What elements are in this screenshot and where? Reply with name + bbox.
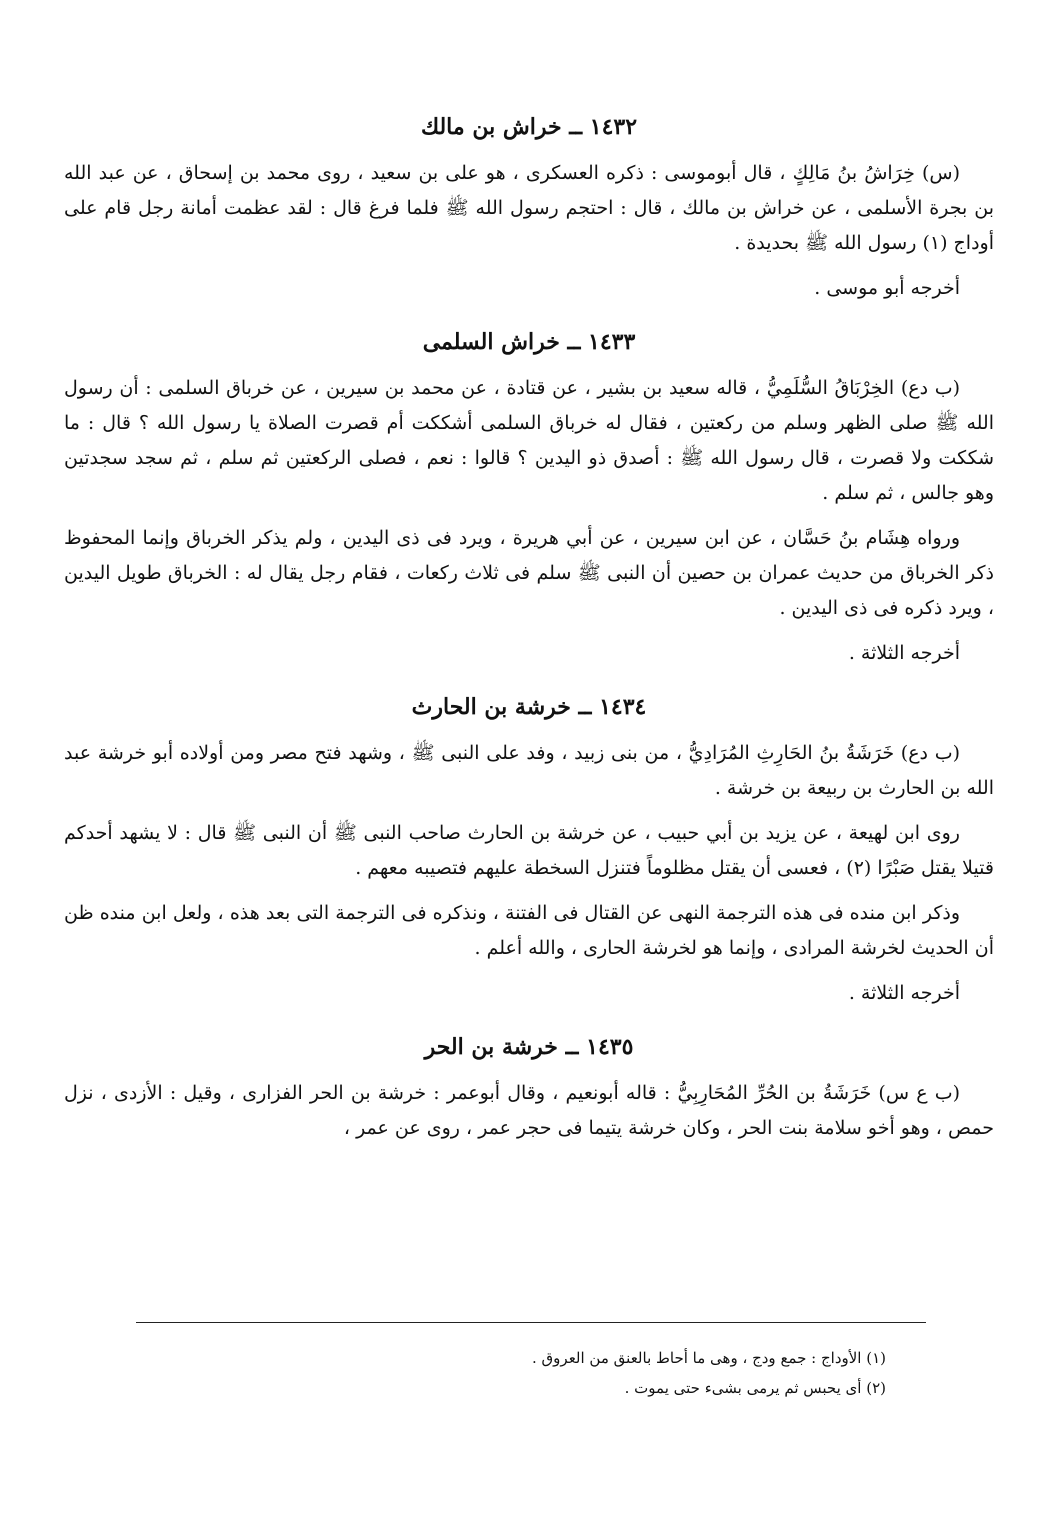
entry-paragraph: ورواه هِشَام بنُ حَسَّان ، عن ابن سيرين ، عن أبي هريرة ، ويرد فى ذى اليدين ، ولم يذكر الخرباق وإنما المحفوظ ذكر الخرباق من حديث عمران بن حصين أن النبى ﷺ سلم فى ثلاث ركعات ، فقام رجل يقال له : الخرباق طويل اليدين ، ويرد ذكره فى ذى اليدين . — [64, 527, 994, 619]
entry-title: ١٤٣٢ ــ خراش بن مالك — [420, 114, 638, 140]
entry-source: أخرجه الثلاثة . — [848, 642, 960, 664]
footnotes — [136, 1322, 926, 1403]
entry-paragraph: (س) خِرَاشُ بنُ مَالِكٍ ، قال أبوموسى : ذكره العسكرى ، هو على بن سعيد ، روى محمد بن إسحاق ، عن عبد الله بن بجرة الأسلمى ، عن خراش بن مالك ، قال : احتجم رسول الله ﷺ فلما فرغ قال : لقد عظمت أمانة رجل قام على أوداج (١) رسول الله ﷺ بحديدة . — [64, 162, 994, 254]
entry-paragraph: (ب دع) الخِرْبَاقُ السُّلَمِيُّ ، قاله سعيد بن بشير ، عن قتادة ، عن محمد بن سيرين ، عن خرباق السلمى : أن رسول الله ﷺ صلى الظهر وسلم من ركعتين ، فقال له خرباق السلمى أشككت أم قصرت الصلاة يا رسول الله ؟ قال : ما شككت ولا قصرت ، قال رسول الله ﷺ : أصدق ذو اليدين ؟ قالوا : نعم ، فصلى الركعتين ثم سلم ، ثم سجد سجدتين وهو جالس ، ثم سلم . — [64, 377, 994, 504]
entry-1435 — [64, 1032, 994, 1146]
entry-title: ١٤٣٥ ــ خرشة بن الحر — [424, 1034, 634, 1060]
entry-paragraph: (ب دع) خَرَشَةُ بنُ الحَارِثِ المُرَادِيُّ ، من بنى زبيد ، وفد على النبى ﷺ ، وشهد فتح مصر ومن أولاده أبو خرشة عبد الله بن الحارث بن ربيعة بن خرشة . — [64, 742, 994, 799]
entry-1432 — [64, 112, 994, 305]
entry-title: ١٤٣٣ ــ خراش السلمى — [422, 329, 636, 355]
footnote: (١) الأوداج : جمع ودج ، وهى ما أحاط بالعنق من العروق . — [532, 1349, 886, 1367]
entry-paragraph: وذكر ابن منده فى هذه الترجمة النهى عن القتال فى الفتنة ، ونذكره فى الترجمة التى بعد هذه ، ولعل ابن منده ظن أن الحديث لخرشة المرادى ، وإنما هو لخرشة الحارى ، والله أعلم . — [64, 902, 994, 959]
entry-source: أخرجه الثلاثة . — [848, 982, 960, 1004]
footnote: (٢) أى يحبس ثم يرمى بشىء حتى يموت . — [624, 1379, 886, 1397]
entry-source: أخرجه أبو موسى . — [814, 277, 960, 299]
entry-title: ١٤٣٤ ــ خرشة بن الحارث — [411, 694, 647, 720]
entry-1433 — [64, 327, 994, 670]
entry-1434 — [64, 692, 994, 1010]
page-body — [64, 112, 994, 1156]
entry-paragraph: (ب ع س) خَرَشَةُ بن الحُرِّ المُحَارِبِيُّ : قاله أبونعيم ، وقال أبوعمر : خرشة بن الحر الفزارى ، وقيل : الأزدى ، نزل حمص ، وهو أخو سلامة بنت الحر ، وكان خرشة يتيما فى حجر عمر ، روى عن عمر ، — [64, 1082, 994, 1139]
entry-paragraph: روى ابن لهيعة ، عن يزيد بن أبي حبيب ، عن خرشة بن الحارث صاحب النبى ﷺ أن النبى ﷺ قال : لا يشهد أحدكم قتيلا يقتل صَبْرًا (٢) ، فعسى أن يقتل مظلوماً فتنزل السخطة عليهم فتصيبه معهم . — [64, 822, 994, 879]
